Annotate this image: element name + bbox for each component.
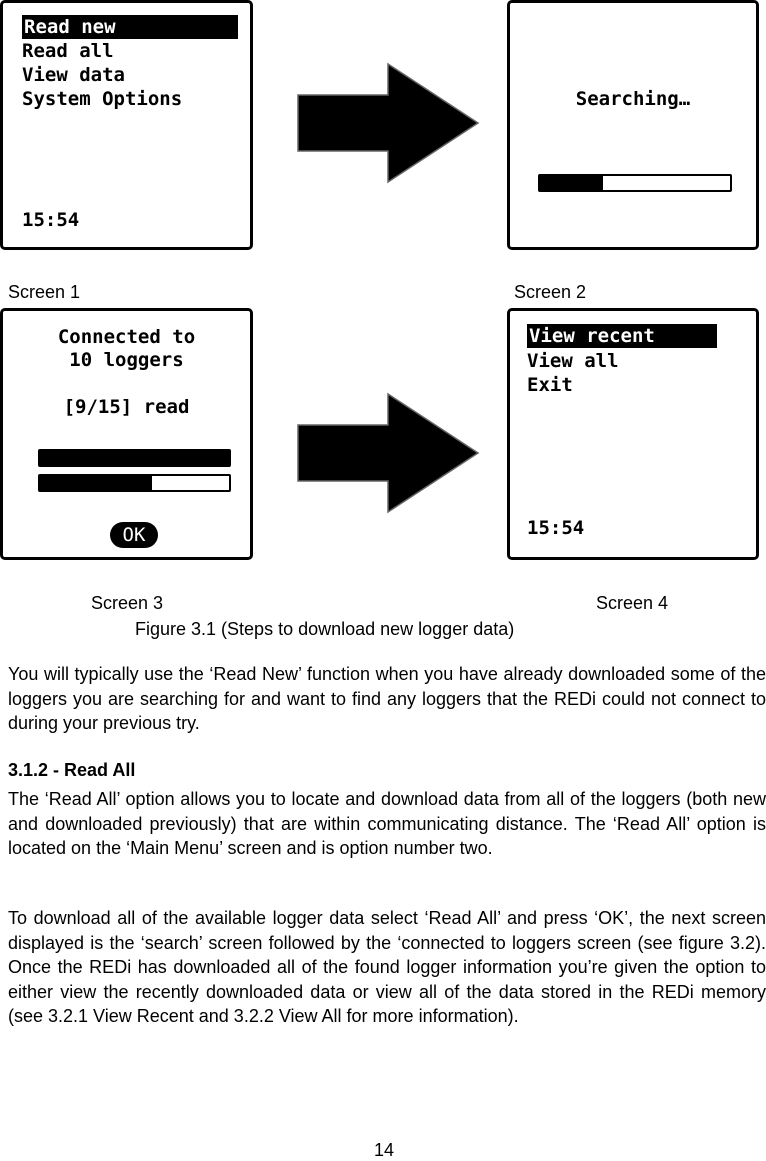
screen-4-label: Screen 4 — [596, 593, 669, 613]
menu-item-system-options[interactable]: System Options — [22, 88, 183, 110]
overall-progress-fill — [40, 451, 229, 465]
section-heading: 3.1.2 - Read All — [8, 760, 136, 780]
paragraph-read-all-intro: The ‘Read All’ option allows you to locate and download data from all of the loggers (both new and downloaded previously) that are within communicating distance. The ‘Read All’ option is located on the ‘Main Menu’ screen and is option number two. — [8, 789, 766, 858]
paragraph-read-new: You will typically use the ‘Read New’ function when you have already downloaded some of the loggers you are searching for and want to find any loggers that the REDi could not connect to during your previous try. — [8, 664, 766, 733]
screen-3-connected — [0, 308, 253, 560]
current-progress-fill — [40, 476, 152, 490]
screen-2-label: Screen 2 — [514, 282, 587, 302]
right-arrow-icon — [288, 388, 484, 518]
screen-2-searching — [507, 0, 759, 250]
read-count-text: [9/15] read — [63, 396, 190, 418]
search-progress-bar — [538, 174, 732, 192]
figure-caption: Figure 3.1 (Steps to download new logger data) — [135, 619, 515, 639]
page-number: 14 — [374, 1140, 395, 1160]
clock-time: 15:54 — [22, 209, 80, 231]
screen-3-label: Screen 3 — [91, 593, 164, 613]
screen-1-main-menu — [0, 0, 253, 250]
ok-button[interactable]: OK — [110, 522, 158, 548]
current-progress-bar — [38, 474, 231, 492]
clock-time: 15:54 — [527, 517, 585, 539]
menu-item-read-all[interactable]: Read all — [22, 40, 114, 62]
menu-item-view-data[interactable]: View data — [22, 64, 125, 86]
connected-to-text: Connected to — [57, 326, 196, 348]
searching-text: Searching… — [575, 88, 691, 110]
paragraph-read-all-steps: To download all of the available logger data select ‘Read All’ and press ‘OK’, the next screen displayed is the ‘search’ screen followed by the ‘connected to loggers screen (see figure 3.2). Once the REDi has downloaded all of the found logger information you’re given the option to either view the recently downloaded data or view all of the data stored in the REDi memory (see 3.2.1 View Recent and 3.2.2 View All for more information). — [8, 908, 766, 1026]
screen-1-label: Screen 1 — [8, 282, 81, 302]
menu-item-view-all[interactable]: View all — [527, 350, 619, 372]
search-progress-fill — [540, 176, 603, 190]
screen-4-view-menu — [507, 308, 759, 560]
menu-item-exit[interactable]: Exit — [527, 374, 573, 396]
menu-item-view-recent[interactable]: View recent — [527, 324, 717, 348]
right-arrow-icon — [288, 58, 484, 188]
overall-progress-bar — [38, 449, 231, 467]
logger-count-text: 10 loggers — [69, 349, 184, 371]
menu-item-read-new[interactable]: Read new — [22, 15, 238, 39]
